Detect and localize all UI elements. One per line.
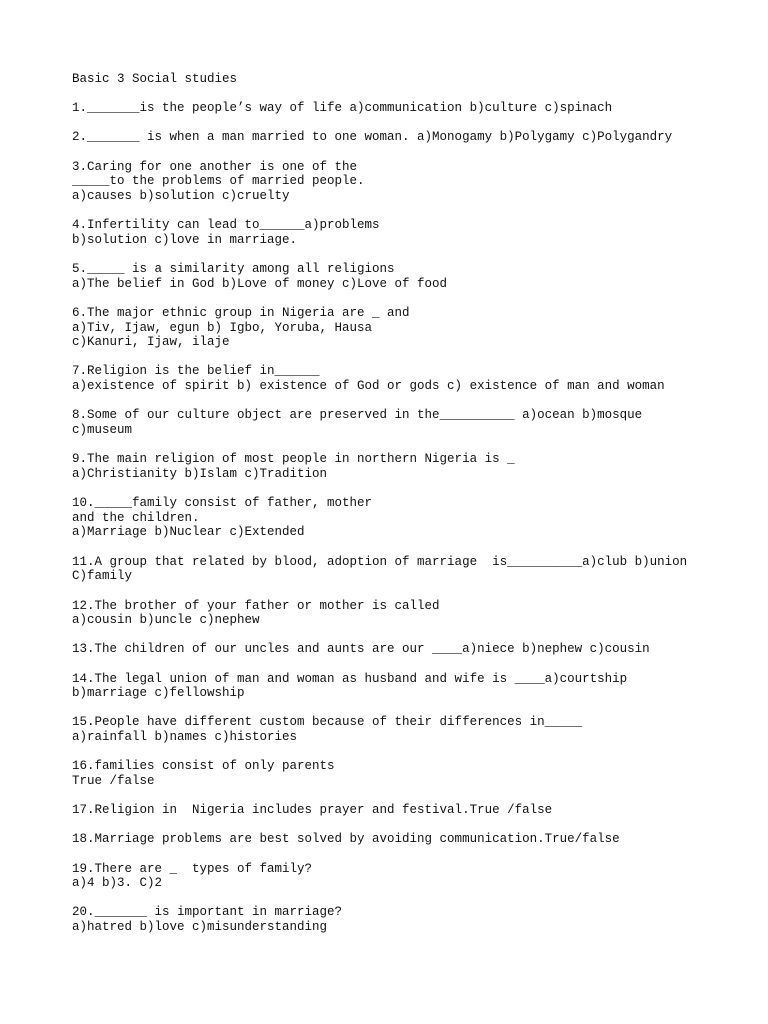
question-line: 14.The legal union of man and woman as husband and wife is ____a)courtship bbox=[72, 671, 628, 686]
question-line: 6.The major ethnic group in Nigeria are _ and bbox=[72, 305, 410, 320]
question-9 bbox=[72, 452, 752, 481]
answer-options: a)The belief in God b)Love of money c)Love of food bbox=[72, 276, 448, 291]
question-line: 16.families consist of only parents bbox=[72, 759, 335, 774]
answer-options: c)museum bbox=[72, 423, 133, 437]
question-line: 9.The main religion of most people in northern Nigeria is _ bbox=[72, 452, 515, 467]
question-3 bbox=[72, 160, 752, 204]
question-line: 2._______ is when a man married to one woman. a)Monogamy b)Polygamy c)Polygandry bbox=[72, 130, 673, 145]
question-2 bbox=[72, 130, 752, 145]
question-line: 8.Some of our culture object are preserved in the__________ a)ocean b)mosque bbox=[72, 408, 643, 423]
question-18 bbox=[72, 832, 752, 847]
question-line: 19.There are _ types of family? bbox=[72, 861, 313, 876]
question-17 bbox=[72, 803, 752, 818]
question-line: 7.Religion is the belief in______ bbox=[72, 364, 320, 379]
question-5 bbox=[72, 262, 752, 291]
answer-options: a)hatred b)love c)misunderstanding bbox=[72, 920, 328, 935]
question-15 bbox=[72, 715, 752, 744]
question-19 bbox=[72, 862, 752, 891]
question-line: 5._____ is a similarity among all religions bbox=[72, 262, 395, 276]
question-line: 20._______ is important in marriage? bbox=[72, 905, 343, 920]
answer-options: a)causes b)solution c)cruelty bbox=[72, 188, 290, 203]
document-page bbox=[72, 72, 752, 935]
question-1 bbox=[72, 101, 752, 116]
question-6 bbox=[72, 306, 752, 350]
question-11 bbox=[72, 555, 752, 584]
answer-options: a)Christianity b)Islam c)Tradition bbox=[72, 466, 328, 481]
question-13 bbox=[72, 642, 752, 657]
answer-options: a)4 b)3. C)2 bbox=[72, 876, 163, 891]
question-line: _____to the problems of married people. bbox=[72, 174, 365, 189]
document-title: Basic 3 Social studies bbox=[72, 72, 238, 86]
answer-options: C)family bbox=[72, 569, 133, 584]
answer-options: a)Marriage b)Nuclear c)Extended bbox=[72, 525, 305, 540]
answer-options: a)existence of spirit b) existence of God or gods c) existence of man and woman bbox=[72, 379, 665, 394]
question-8 bbox=[72, 408, 752, 437]
question-line: 10._____family consist of father, mother bbox=[72, 496, 373, 511]
question-line: 11.A group that related by blood, adoption of marriage is__________a)club b)union bbox=[72, 554, 688, 569]
question-line: and the children. bbox=[72, 510, 200, 525]
question-20 bbox=[72, 905, 752, 934]
answer-options: True /false bbox=[72, 774, 155, 788]
question-16 bbox=[72, 759, 752, 788]
question-14 bbox=[72, 672, 752, 701]
answer-options: b)marriage c)fellowship bbox=[72, 686, 245, 701]
question-line: 13.The children of our uncles and aunts are our ____a)niece b)nephew c)cousin bbox=[72, 642, 650, 657]
question-line: 3.Caring for one another is one of the bbox=[72, 159, 358, 174]
question-line: 15.People have different custom because of their differences in_____ bbox=[72, 715, 583, 730]
question-line: 4.Infertility can lead to______a)problems bbox=[72, 218, 380, 233]
answer-options: a)Tiv, Ijaw, egun b) Igbo, Yoruba, Hausa bbox=[72, 320, 373, 335]
question-line: 18.Marriage problems are best solved by avoiding communication.True/false bbox=[72, 832, 620, 847]
answer-options: a)cousin b)uncle c)nephew bbox=[72, 613, 260, 628]
question-4 bbox=[72, 218, 752, 247]
question-line: 1._______is the people’s way of life a)communication b)culture c)spinach bbox=[72, 101, 613, 116]
answer-options: b)solution c)love in marriage. bbox=[72, 232, 298, 247]
question-line: 17.Religion in Nigeria includes prayer and festival.True /false bbox=[72, 803, 553, 818]
question-7 bbox=[72, 364, 752, 393]
answer-options: c)Kanuri, Ijaw, ilaje bbox=[72, 335, 230, 350]
question-12 bbox=[72, 599, 752, 628]
question-10 bbox=[72, 496, 752, 540]
question-line: 12.The brother of your father or mother is called bbox=[72, 598, 440, 613]
answer-options: a)rainfall b)names c)histories bbox=[72, 730, 298, 745]
